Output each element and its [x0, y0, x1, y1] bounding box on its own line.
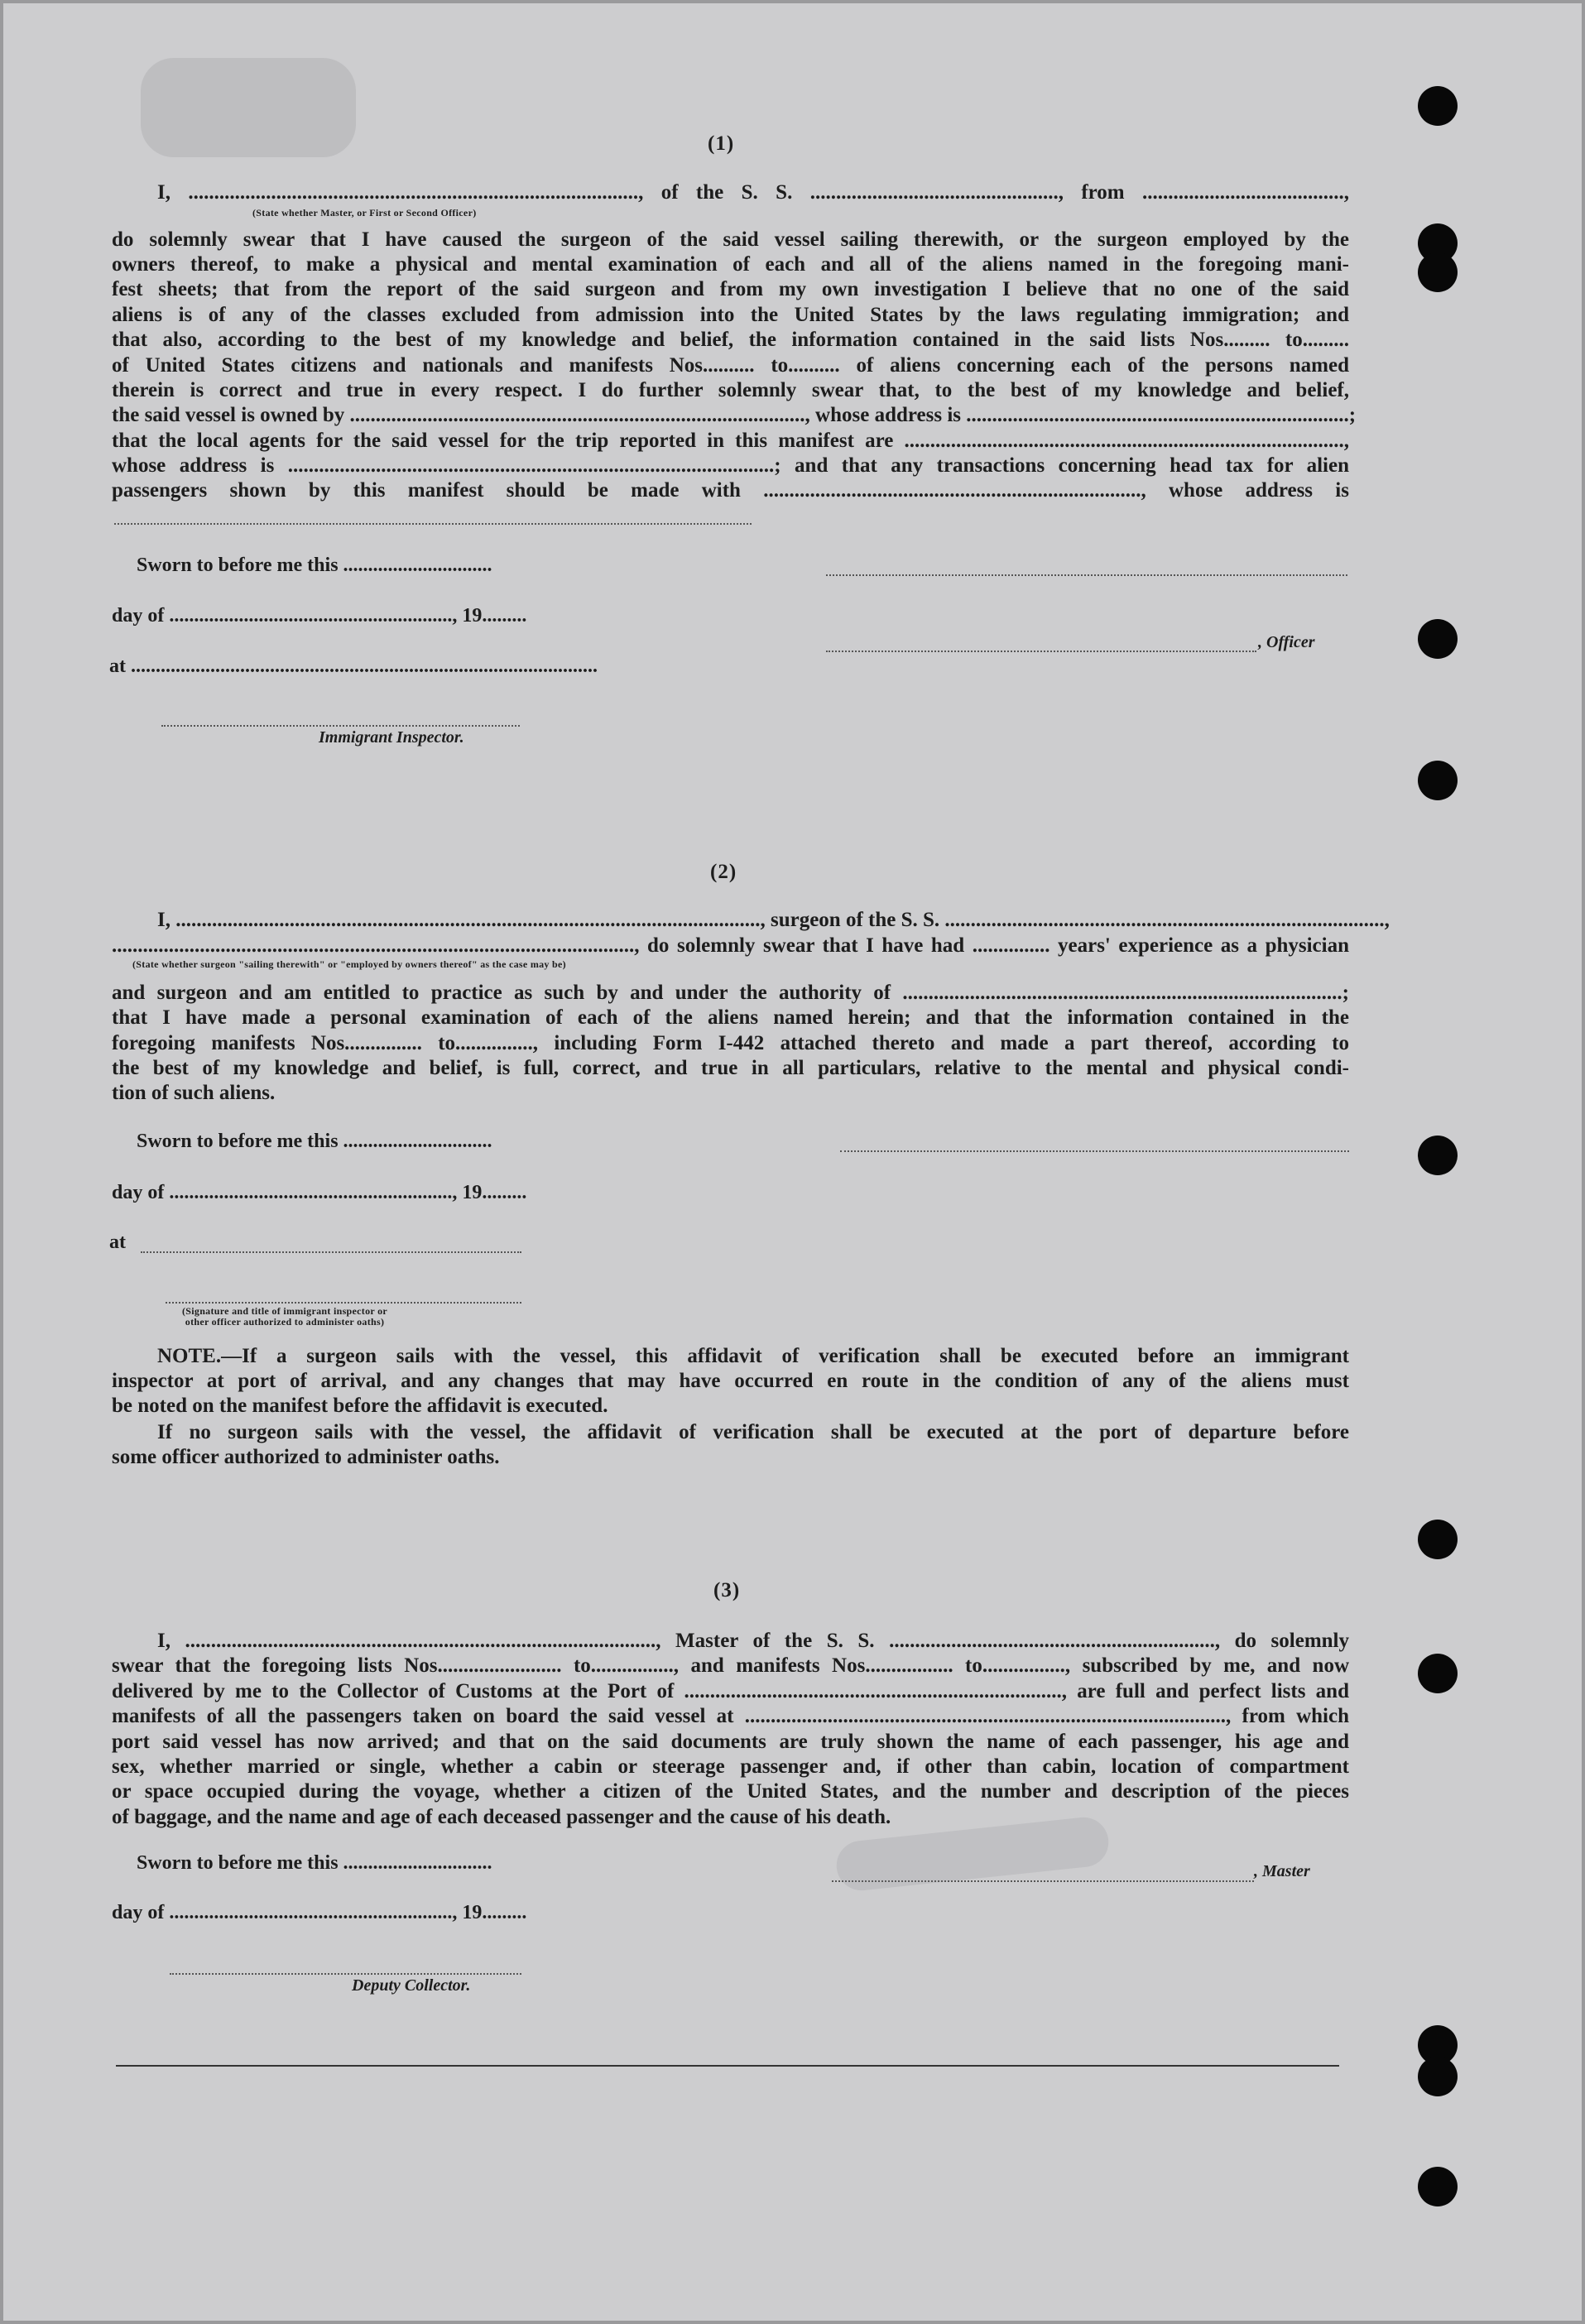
rank-caption: (State whether Master, or First or Second Officer): [252, 207, 477, 218]
day-line-3: day of ........................................................., 19.........: [112, 1902, 527, 1923]
section-3-heading: (3): [713, 1579, 741, 1601]
note-line: be noted on the manifest before the affidavit is executed.: [112, 1395, 608, 1417]
at-line-2: at: [109, 1232, 126, 1253]
signature-line-2: [166, 1302, 521, 1304]
section-2-line: ....................................................................................................., do solemnly swear that I have had ............... years' experience as a physician: [112, 934, 1349, 957]
section-3-line: I, ..........................................................................................., Master of the S. S. ..............................................................., do solemnly: [157, 1630, 1349, 1652]
section-2-heading: (2): [710, 861, 737, 883]
surgeon-caption: (State whether surgeon "sailing therewith" or "employed by owners thereof" as the case may be): [132, 958, 566, 970]
section-3-line: manifests of all the passengers taken on board the said vessel at ............................................................................................., from which: [112, 1705, 1349, 1727]
section-1-line: whose address is ..............................................................................................; and that any transactions concerning head tax for alien: [112, 454, 1349, 477]
section-1-line: passengers shown by this manifest should be made with ........................................................................., whose address is: [112, 479, 1349, 502]
section-3-line: sex, whether married or single, whether a cabin or steerage passenger and, if other than cabin, location of compartment: [112, 1755, 1349, 1778]
day-line-2: day of ........................................................., 19.........: [112, 1182, 527, 1203]
section-3-line: delivered by me to the Collector of Customs at the Port of ........................................................................., are full and perfect lists and: [112, 1680, 1349, 1702]
section-3-line: port said vessel has now arrived; and that on the said documents are truly shown the name of each passenger, his age and: [112, 1731, 1349, 1753]
inspector-label: Immigrant Inspector.: [319, 728, 464, 747]
surgeon-signature-line: [840, 1150, 1349, 1152]
punch-hole: [1418, 1520, 1458, 1559]
master-label: , Master: [1254, 1862, 1310, 1880]
section-1-line: owners thereof, to make a physical and mental examination of each and all of the aliens named in the foregoing mani-: [112, 253, 1349, 276]
bottom-rule: [116, 2065, 1339, 2067]
stamp-bleed-through: [141, 58, 356, 157]
section-1-line: therein is correct and true in every respect. I do further solemnly swear that, to the best of my knowledge and belief,: [112, 379, 1349, 401]
officer-signature-line-top: [826, 574, 1347, 576]
section-1-heading: (1): [708, 132, 735, 155]
note-line: NOTE.—If a surgeon sails with the vessel, this affidavit of verification shall be executed before an immigrant: [157, 1345, 1349, 1367]
signature-caption: (Signature and title of immigrant inspector or other officer authorized to administer oaths): [182, 1305, 388, 1328]
section-1-line: do solemnly swear that I have caused the surgeon of the said vessel sailing therewith, or the surgeon employed by the: [112, 228, 1349, 251]
sworn-line-3: Sworn to before me this ..............................: [137, 1852, 492, 1874]
note-line: some officer authorized to administer oaths.: [112, 1446, 500, 1468]
inspector-signature-line: [161, 725, 520, 727]
section-3-line: of baggage, and the name and age of each deceased passenger and the cause of his death.: [112, 1806, 891, 1828]
section-3-line: or space occupied during the voyage, whether a citizen of the United States, and the number and description of the pieces: [112, 1780, 1349, 1803]
section-2-line: and surgeon and am entitled to practice as such by and under the authority of .....................................................................................;: [112, 982, 1349, 1004]
note-line: If no surgeon sails with the vessel, the affidavit of verification shall be executed at the port of departure before: [157, 1421, 1349, 1443]
section-1-line: fest sheets; that from the report of the said surgeon and from my own investigation I believe that no one of the said: [112, 278, 1349, 300]
officer-signature-line: [826, 651, 1256, 652]
section-2-line: that I have made a personal examination of each of the aliens named herein; and that the information contained in the: [112, 1006, 1349, 1029]
section-1-line: aliens is of any of the classes excluded from admission into the United States by the laws regulating immigration; and: [112, 304, 1349, 326]
section-1-line: I, ......................................................................................., of the S. S. ................................................, from .......................................,: [157, 181, 1349, 204]
day-line-1: day of ........................................................., 19.........: [112, 605, 527, 627]
section-2-line: foregoing manifests Nos............... to..............., including Form I-442 attached thereto and made a part thereof, according to: [112, 1032, 1349, 1054]
section-1-line: of United States citizens and nationals and manifests Nos.......... to.......... of aliens concerning each of the persons named: [112, 354, 1349, 377]
section-1-line: the said vessel is owned by ........................................................................................, whose address is ..........................................................................;: [112, 404, 1357, 426]
punch-hole: [1418, 619, 1458, 659]
section-3-line: swear that the foregoing lists Nos........................ to................, and manifests Nos................. to................, subscribed by me, and now: [112, 1654, 1349, 1677]
section-2-line: I, ................................................................................................................., surgeon of the S. S. .....................................................................................,: [157, 909, 1390, 931]
punch-hole: [1418, 252, 1458, 292]
punch-hole: [1418, 761, 1458, 800]
punch-hole: [1418, 1654, 1458, 1693]
note-line: inspector at port of arrival, and any changes that may have occurred en route in the condition of any of the aliens must: [112, 1370, 1349, 1392]
officer-label: , Officer: [1258, 633, 1315, 651]
punch-hole: [1418, 86, 1458, 126]
punch-hole: [1418, 1136, 1458, 1175]
section-1-line: that also, according to the best of my knowledge and belief, the information contained in the said lists Nos......... to.........: [112, 329, 1349, 351]
continuation-dotted-line: [114, 523, 752, 525]
collector-signature-line: [170, 1973, 521, 1975]
punch-hole: [1418, 2167, 1458, 2206]
sworn-line-2: Sworn to before me this ..............................: [137, 1131, 492, 1152]
collector-label: Deputy Collector.: [352, 1976, 471, 1995]
section-1-line: that the local agents for the said vessel for the trip reported in this manifest are .....................................................................................,: [112, 430, 1349, 452]
section-2-line: tion of such aliens.: [112, 1082, 276, 1104]
punch-hole: [1418, 2057, 1458, 2096]
at-line-1: at ..............................................................................................: [109, 655, 598, 677]
at-dotted-line-2: [141, 1251, 521, 1253]
section-2-line: the best of my knowledge and belief, is full, correct, and true in all particulars, relative to the mental and physical condi-: [112, 1057, 1349, 1079]
sworn-line-1: Sworn to before me this ..............................: [137, 555, 492, 576]
